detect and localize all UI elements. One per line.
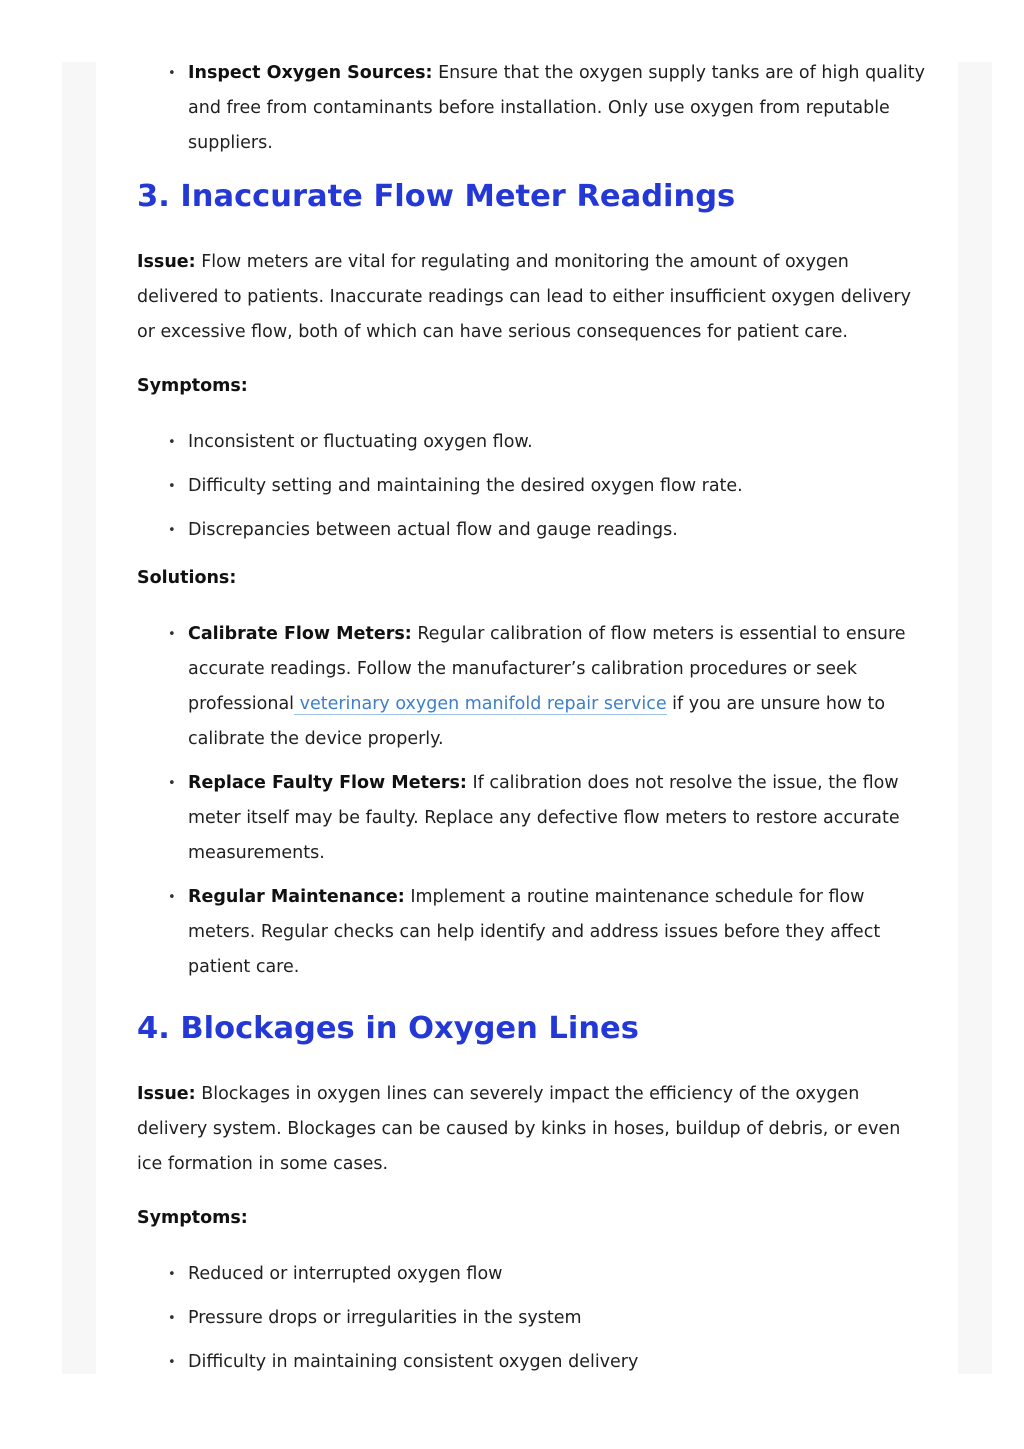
bullet-term: Replace Faulty Flow Meters: bbox=[188, 773, 467, 793]
list-item bbox=[188, 56, 927, 161]
symptoms-list-4 bbox=[137, 1257, 927, 1380]
section-heading-4: 4. Blockages in Oxygen Lines bbox=[137, 1011, 639, 1046]
bullet-text: Regular calibration of flow meters is essential to ensure accurate readings. Follow the manufacturer’s calibration procedures or seek professional bbox=[188, 624, 906, 714]
bullet-term: Calibrate Flow Meters: bbox=[188, 624, 412, 644]
list-item bbox=[188, 766, 927, 871]
bullet-text: if you are unsure how to calibrate the device properly. bbox=[188, 694, 886, 749]
list-item: • Difficulty setting and maintaining the desired oxygen flow rate. bbox=[188, 469, 927, 504]
repair-service-link[interactable]: veterinary oxygen manifold repair service bbox=[294, 694, 667, 714]
list-item: • Difficulty in maintaining consistent oxygen delivery bbox=[188, 1345, 927, 1380]
list-item: • Pressure drops or irregularities in the system bbox=[188, 1301, 927, 1336]
top-bullet-list bbox=[137, 56, 927, 161]
issue-paragraph-4 bbox=[137, 1077, 927, 1182]
left-margin-band bbox=[62, 62, 96, 1374]
issue-text: Blockages in oxygen lines can severely impact the efficiency of the oxygen delivery system. Blockages can be caused by kinks in hoses, buildup of debris, or even ice formation in some cases. bbox=[137, 1084, 901, 1174]
list-item: • Inconsistent or fluctuating oxygen flow. bbox=[188, 425, 927, 460]
bullet-text: Implement a routine maintenance schedule for flow meters. Regular checks can help identify and address issues before they affect patient care. bbox=[188, 887, 881, 977]
symptoms-list-3 bbox=[137, 425, 927, 548]
list-item: • Reduced or interrupted oxygen flow bbox=[188, 1257, 927, 1292]
article-body bbox=[137, 56, 927, 1389]
list-item: • Discrepancies between actual flow and gauge readings. bbox=[188, 513, 927, 548]
issue-label: Issue: bbox=[137, 1084, 196, 1104]
symptoms-label-4: Symptoms: bbox=[137, 1208, 248, 1228]
symptoms-label-3: Symptoms: bbox=[137, 376, 248, 396]
bullet-text: Ensure that the oxygen supply tanks are of high quality and free from contaminants before installation. Only use oxygen from reputable suppliers. bbox=[188, 63, 925, 153]
right-margin-band bbox=[958, 62, 992, 1374]
bullet-term: Regular Maintenance: bbox=[188, 887, 405, 907]
solutions-list-3 bbox=[137, 617, 927, 985]
list-item bbox=[188, 617, 927, 757]
issue-label: Issue: bbox=[137, 252, 196, 272]
section-heading-3: 3. Inaccurate Flow Meter Readings bbox=[137, 179, 736, 214]
issue-paragraph-3 bbox=[137, 245, 927, 350]
solutions-label-3: Solutions: bbox=[137, 568, 237, 588]
list-item bbox=[188, 880, 927, 985]
bullet-term: Inspect Oxygen Sources: bbox=[188, 63, 433, 83]
bullet-text: If calibration does not resolve the issue, the flow meter itself may be faulty. Replace any defective flow meters to restore accurate measurements. bbox=[188, 773, 900, 863]
issue-text: Flow meters are vital for regulating and monitoring the amount of oxygen delivered to patients. Inaccurate readings can lead to either insufficient oxygen delivery or excessive flow, both of which can have serious consequences for patient care. bbox=[137, 252, 911, 342]
